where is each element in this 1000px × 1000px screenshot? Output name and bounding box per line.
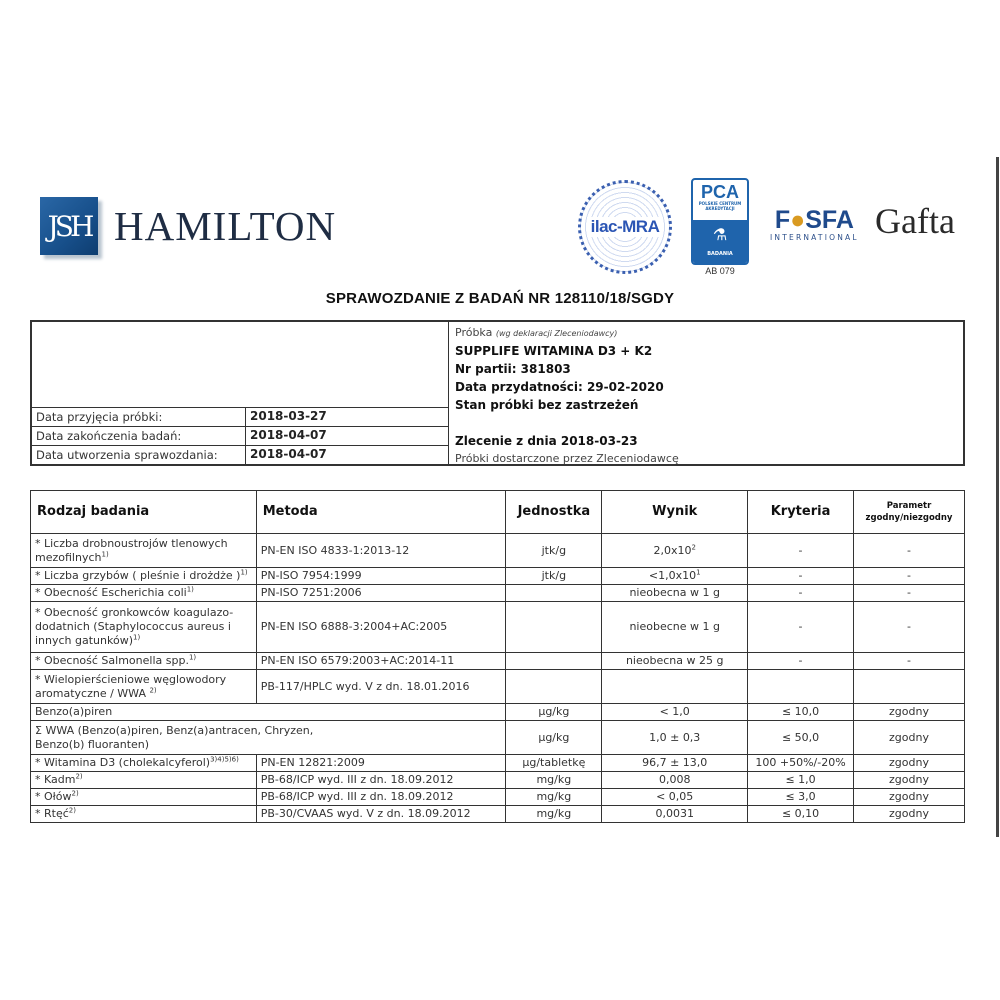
cell-param: zgodny: [854, 755, 965, 772]
cell-unit: mg/kg: [506, 789, 602, 806]
cell-method: PB-117/HPLC wyd. V z dn. 18.01.2016: [256, 670, 506, 704]
table-row: [31, 670, 965, 704]
cell-unit: [506, 602, 602, 653]
cell-method: PN-ISO 7251:2006: [256, 585, 506, 602]
cell-result: nieobecne w 1 g: [602, 602, 748, 653]
cell-unit: µg/kg: [506, 721, 602, 755]
gafta-logo: Gafta: [875, 201, 955, 241]
header-unit: Jednostka: [506, 491, 602, 534]
sample-batch: Nr partii: 381803: [455, 362, 571, 376]
date-label: Data przyjęcia próbki:: [36, 410, 163, 424]
pca-badge: BADANIA: [707, 251, 733, 257]
cell-param: -: [854, 568, 965, 585]
cell-param: zgodny: [854, 704, 965, 721]
cell-method: PN-EN ISO 6579:2003+AC:2014-11: [256, 653, 506, 670]
cell-method: PB-30/CVAAS wyd. V z dn. 18.09.2012: [256, 806, 506, 823]
hamilton-wordmark: HAMILTON: [114, 203, 337, 249]
cell-param: zgodny: [854, 772, 965, 789]
cell-unit: mg/kg: [506, 772, 602, 789]
header-parameter: Parametr zgodny/niezgodny: [854, 491, 965, 534]
ilac-text: ilac-MRA: [590, 217, 660, 236]
header-result: Wynik: [602, 491, 748, 534]
header-method: Metoda: [256, 491, 506, 534]
cell-result: < 0,05: [602, 789, 748, 806]
cell-param: zgodny: [854, 721, 965, 755]
cell-result: nieobecna w 1 g: [602, 585, 748, 602]
cell-result: 1,0 ± 0,3: [602, 721, 748, 755]
cell-criteria: -: [748, 534, 854, 568]
cell-method: PN-EN ISO 4833-1:2013-12: [256, 534, 506, 568]
cell-criteria: ≤ 0,10: [748, 806, 854, 823]
cell-param: -: [854, 602, 965, 653]
cell-test: * Kadm$^{2)}$: [31, 772, 257, 789]
cell-param: -: [854, 534, 965, 568]
table-row: [31, 789, 965, 806]
cell-test: * Ołów$^{2)}$: [31, 789, 257, 806]
pca-logo: [691, 178, 749, 265]
table-row: [31, 806, 965, 823]
cell-param: [854, 670, 965, 704]
cell-criteria: -: [748, 568, 854, 585]
table-row: [31, 602, 965, 653]
table-header-row: [31, 491, 965, 534]
cell-criteria: [748, 670, 854, 704]
cell-criteria: ≤ 10,0: [748, 704, 854, 721]
cell-unit: [506, 653, 602, 670]
cell-test: * Wielopierścieniowe węglowodory aromatyczne / WWA $^{2)}$: [31, 670, 257, 704]
fosfa-subtitle: INTERNATIONAL: [770, 233, 859, 242]
cell-result: $2,0x10^2$: [602, 534, 748, 568]
sample-delivery: Próbki dostarczone przez Zleceniodawcę: [455, 452, 679, 465]
sample-info-box: [30, 320, 965, 466]
cell-criteria: -: [748, 602, 854, 653]
ilac-mra-logo: [578, 180, 672, 274]
dates-panel: [32, 322, 449, 464]
cell-method: PN-EN 12821:2009: [256, 755, 506, 772]
pca-subtitle: POLSKIE CENTRUM AKREDYTACJI: [698, 201, 742, 211]
header-criteria: Kryteria: [748, 491, 854, 534]
cell-unit: jtk/g: [506, 568, 602, 585]
table-row-subitem: [31, 721, 965, 755]
cell-result: [602, 670, 748, 704]
pca-title: PCA: [700, 182, 739, 202]
cell-test: * Obecność Escherichia coli$^{1)}$: [31, 585, 257, 602]
date-label: Data utworzenia sprawozdania:: [36, 448, 218, 462]
cell-criteria: ≤ 3,0: [748, 789, 854, 806]
report-title: SPRAWOZDANIE Z BADAŃ NR 128110/18/SGDY: [325, 290, 675, 307]
date-row-completed: [32, 426, 449, 445]
date-row-created: [32, 445, 449, 464]
sample-label-note: (wg deklaracji Zleceniodawcy): [495, 329, 618, 338]
hamilton-logo: [40, 196, 336, 256]
header-test: Rodzaj badania: [31, 491, 257, 534]
sample-product: SUPPLIFE WITAMINA D3 + K2: [455, 344, 653, 358]
cell-criteria: 100 +50%/-20%: [748, 755, 854, 772]
sample-label: Próbka (wg deklaracji Zleceniodawcy): [455, 326, 618, 339]
cell-param: -: [854, 585, 965, 602]
cell-test: Σ WWA (Benzo(a)piren, Benz(a)antracen, Chryzen, Benzo(b) fluoranten): [31, 721, 506, 755]
table-row: [31, 755, 965, 772]
cell-unit: [506, 670, 602, 704]
cell-result: $<1,0x10^1$: [602, 568, 748, 585]
cell-param: zgodny: [854, 806, 965, 823]
cell-unit: µg/kg: [506, 704, 602, 721]
date-value: 2018-03-27: [245, 408, 327, 426]
cell-criteria: ≤ 50,0: [748, 721, 854, 755]
cell-param: -: [854, 653, 965, 670]
date-value: 2018-04-07: [245, 427, 327, 445]
cell-unit: [506, 585, 602, 602]
cell-criteria: -: [748, 653, 854, 670]
cell-result: < 1,0: [602, 704, 748, 721]
sample-condition: Stan próbki bez zastrzeżeń: [455, 398, 639, 412]
sample-panel: [455, 324, 679, 468]
cell-test: * Liczba drobnoustrojów tlenowych mezofilnych$^{1)}$: [31, 534, 257, 568]
cell-method: PB-68/ICP wyd. III z dn. 18.09.2012: [256, 789, 506, 806]
table-row: [31, 568, 965, 585]
table-row: [31, 534, 965, 568]
cell-method: PN-ISO 7954:1999: [256, 568, 506, 585]
order-date: Zlecenie z dnia 2018-03-23: [455, 434, 638, 448]
pca-accreditation-code: AB 079: [705, 266, 735, 276]
cell-unit: µg/tabletkę: [506, 755, 602, 772]
cell-result: 0,0031: [602, 806, 748, 823]
cell-result: 0,008: [602, 772, 748, 789]
flask-icon: ⚗: [712, 225, 728, 244]
globe-icon: ●: [790, 206, 806, 234]
fosfa-logo: [770, 207, 859, 242]
cell-test: * Liczba grzybów ( pleśnie i drożdże )$^{1)}$: [31, 568, 257, 585]
cell-test: * Rtęć$^{2)}$: [31, 806, 257, 823]
cell-unit: jtk/g: [506, 534, 602, 568]
cell-test: * Obecność Salmonella spp.$^{1)}$: [31, 653, 257, 670]
sample-expiry: Data przydatności: 29-02-2020: [455, 380, 664, 394]
cell-param: zgodny: [854, 789, 965, 806]
cell-criteria: -: [748, 585, 854, 602]
date-label: Data zakończenia badań:: [36, 429, 182, 443]
table-row: [31, 653, 965, 670]
cell-test: * Witamina D3 (cholekalcyferol)$^{3)4)5)6)}$: [31, 755, 257, 772]
cell-test: Benzo(a)piren: [31, 704, 506, 721]
cell-criteria: ≤ 1,0: [748, 772, 854, 789]
cell-test: * Obecność gronkowców koagulazo-dodatnich (Staphylococcus aureus i innych gatunków)$^{1)}$: [31, 602, 257, 653]
cell-method: PN-EN ISO 6888-3:2004+AC:2005: [256, 602, 506, 653]
cell-unit: mg/kg: [506, 806, 602, 823]
table-row: [31, 585, 965, 602]
date-row-received: [32, 407, 449, 426]
date-value: 2018-04-07: [245, 446, 327, 464]
table-row: [31, 772, 965, 789]
page-edge-divider: [996, 157, 999, 837]
cell-result: 96,7 ± 13,0: [602, 755, 748, 772]
jsh-monogram-icon: JSH: [40, 197, 98, 255]
cell-method: PB-68/ICP wyd. III z dn. 18.09.2012: [256, 772, 506, 789]
cell-result: nieobecna w 25 g: [602, 653, 748, 670]
results-table: [30, 490, 965, 823]
fosfa-wordmark: F●SFA: [774, 206, 854, 234]
table-row-subitem: [31, 704, 965, 721]
